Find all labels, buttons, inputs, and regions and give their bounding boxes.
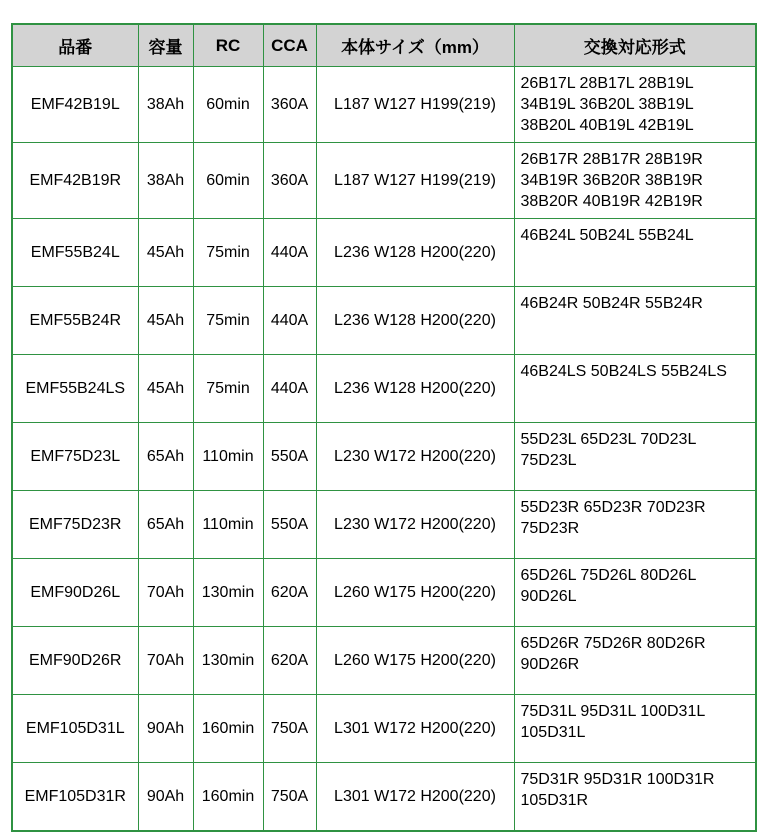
cell-capacity: 90Ah [138,695,193,763]
cell-capacity: 45Ah [138,355,193,423]
cell-size: L236 W128 H200(220) [316,355,514,423]
cell-compat [514,627,756,695]
table-row [12,627,756,695]
compat-line: 34B19R 36B20R 38B19R [520,172,703,189]
compat-line: 38B20R 40B19R 42B19R [520,193,703,210]
cell-capacity: 90Ah [138,763,193,832]
compat-line: 55D23R 65D23R 70D23R [520,499,706,516]
battery-spec-table [11,23,757,832]
column-header-rc: RC [193,24,263,67]
table-row [12,67,756,143]
cell-cca: 360A [263,67,316,143]
cell-rc: 75min [193,355,263,423]
compat-line: 75D23R [520,520,580,537]
cell-cca: 550A [263,423,316,491]
cell-size: L230 W172 H200(220) [316,491,514,559]
compat-line: 75D31R 95D31R 100D31R [520,771,715,788]
cell-rc: 110min [193,491,263,559]
cell-compat [514,491,756,559]
cell-rc: 160min [193,763,263,832]
table-row [12,143,756,219]
cell-size: L260 W175 H200(220) [316,627,514,695]
cell-rc: 130min [193,559,263,627]
compat-line: 55D23L 65D23L 70D23L [520,431,697,448]
cell-cca: 620A [263,627,316,695]
cell-compat [514,67,756,143]
table-row [12,763,756,832]
compat-line: 75D31L 95D31L 100D31L [520,703,706,720]
column-header-capacity: 容量 [138,24,193,67]
table-row [12,355,756,423]
column-header-part: 品番 [12,24,138,67]
compat-line: 65D26R 75D26R 80D26R [520,635,706,652]
cell-compat [514,143,756,219]
table-row [12,219,756,287]
cell-cca: 360A [263,143,316,219]
cell-cca: 440A [263,219,316,287]
cell-rc: 75min [193,287,263,355]
cell-rc: 60min [193,67,263,143]
cell-rc: 110min [193,423,263,491]
cell-part: EMF55B24L [12,219,138,287]
cell-cca: 440A [263,355,316,423]
compat-line: 34B19L 36B20L 38B19L [520,96,694,113]
cell-rc: 130min [193,627,263,695]
cell-capacity: 70Ah [138,559,193,627]
cell-part: EMF105D31R [12,763,138,832]
compat-line: 65D26L 75D26L 80D26L [520,567,697,584]
compat-line: 46B24LS 50B24LS 55B24LS [520,363,727,380]
cell-part: EMF75D23L [12,423,138,491]
cell-capacity: 65Ah [138,423,193,491]
cell-part: EMF90D26L [12,559,138,627]
cell-size: L301 W172 H200(220) [316,763,514,832]
battery-spec-table-container [11,23,757,832]
compat-line: 105D31R [520,792,589,809]
cell-compat [514,219,756,287]
cell-size: L187 W127 H199(219) [316,67,514,143]
cell-cca: 550A [263,491,316,559]
cell-compat [514,423,756,491]
cell-compat [514,763,756,832]
table-row [12,287,756,355]
cell-cca: 750A [263,695,316,763]
cell-cca: 750A [263,763,316,832]
cell-rc: 160min [193,695,263,763]
cell-compat [514,559,756,627]
cell-part: EMF42B19L [12,67,138,143]
cell-size: L260 W175 H200(220) [316,559,514,627]
table-row [12,559,756,627]
cell-size: L236 W128 H200(220) [316,219,514,287]
cell-capacity: 45Ah [138,287,193,355]
cell-rc: 60min [193,143,263,219]
cell-size: L236 W128 H200(220) [316,287,514,355]
table-body [12,67,756,832]
compat-line: 38B20L 40B19L 42B19L [520,117,694,134]
cell-part: EMF55B24LS [12,355,138,423]
table-row [12,423,756,491]
cell-compat [514,287,756,355]
compat-line: 26B17L 28B17L 28B19L [520,75,694,92]
cell-cca: 440A [263,287,316,355]
cell-size: L301 W172 H200(220) [316,695,514,763]
compat-line: 75D23L [520,452,577,469]
column-header-size: 本体サイズ（mm） [316,24,514,67]
cell-capacity: 38Ah [138,143,193,219]
cell-compat [514,695,756,763]
cell-capacity: 70Ah [138,627,193,695]
cell-size: L230 W172 H200(220) [316,423,514,491]
cell-size: L187 W127 H199(219) [316,143,514,219]
cell-capacity: 65Ah [138,491,193,559]
table-row [12,695,756,763]
cell-compat [514,355,756,423]
compat-line: 46B24R 50B24R 55B24R [520,295,703,312]
column-header-compat: 交換対応形式 [514,24,756,67]
cell-capacity: 38Ah [138,67,193,143]
compat-line: 26B17R 28B17R 28B19R [520,151,703,168]
header-row [12,24,756,67]
compat-line: 105D31L [520,724,586,741]
compat-line: 90D26R [520,656,580,673]
cell-part: EMF42B19R [12,143,138,219]
cell-capacity: 45Ah [138,219,193,287]
compat-line: 46B24L 50B24L 55B24L [520,227,694,244]
table-row [12,491,756,559]
column-header-cca: CCA [263,24,316,67]
cell-cca: 620A [263,559,316,627]
cell-rc: 75min [193,219,263,287]
cell-part: EMF55B24R [12,287,138,355]
compat-line: 90D26L [520,588,577,605]
cell-part: EMF105D31L [12,695,138,763]
cell-part: EMF90D26R [12,627,138,695]
table-header [12,24,756,67]
cell-part: EMF75D23R [12,491,138,559]
